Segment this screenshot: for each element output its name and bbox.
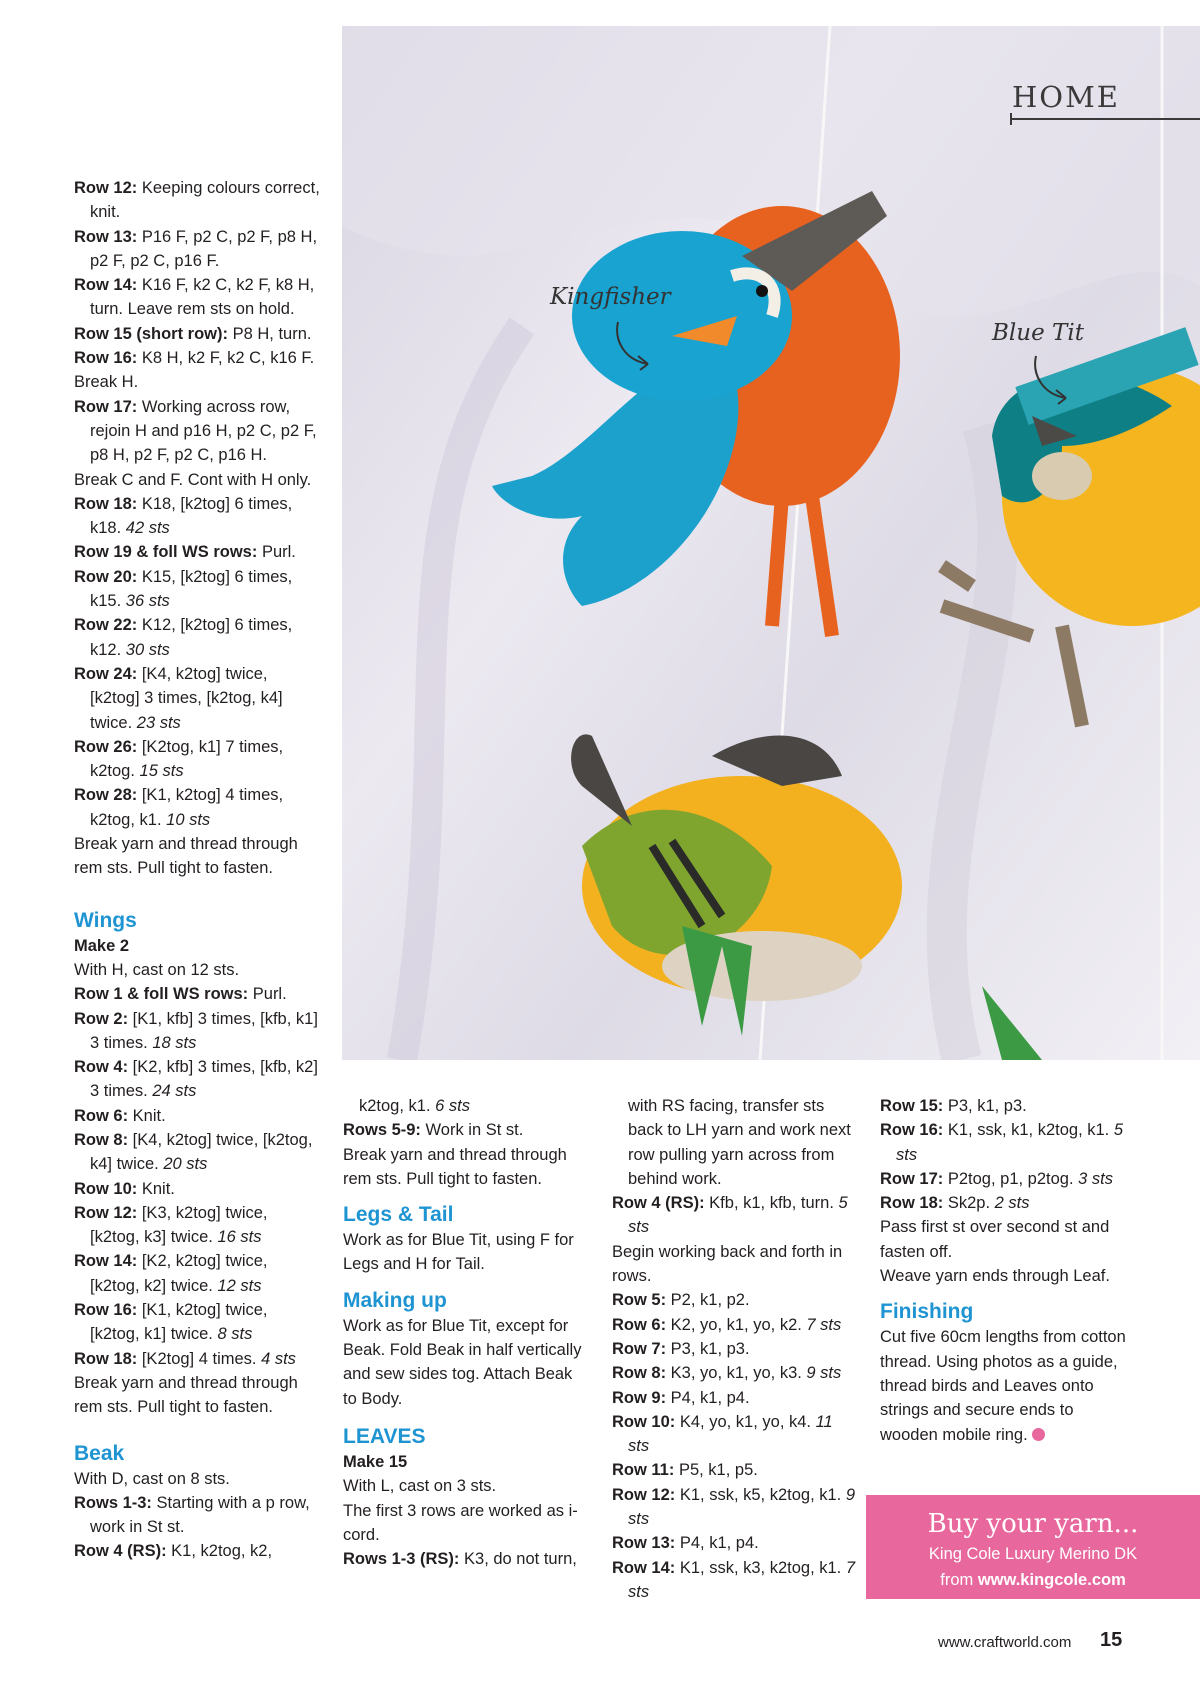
knitted-birds-photo	[342, 26, 1200, 1060]
making-up-heading: Making up	[343, 1288, 447, 1312]
leaves-row-18: Row 18: Sk2p. 2 sts	[880, 1194, 1030, 1213]
leaves-row-5: Row 5: P2, k1, p2.	[612, 1291, 750, 1310]
leaves-row-10: Row 10: K4, yo, k1, yo, k4. 11 sts	[612, 1412, 833, 1456]
column-4	[880, 1094, 1130, 1447]
row-24: Row 24: [K4, k2tog] twice, [k2tog] 3 times, [k2tog, k4] twice. 23 sts	[74, 664, 283, 732]
row-13: Row 13: P16 F, p2 C, p2 F, p8 H, p2 F, p2 C, p16 F.	[74, 227, 318, 270]
break-h: Break H.	[74, 373, 139, 392]
beak-break: Break yarn and thread through rem sts. Pull tight to fasten.	[343, 1145, 567, 1188]
row-19: Row 19 & foll WS rows: Purl.	[74, 543, 296, 562]
legs-heading: Legs & Tail	[343, 1203, 454, 1227]
making-up-text: Work as for Blue Tit, except for Beak. Fold Beak in half vertically and sew sides tog. Attach Beak to Body.	[343, 1316, 582, 1408]
section-rule	[1010, 118, 1200, 120]
kingcole-link[interactable]: www.kingcole.com	[977, 1571, 1126, 1589]
leaves-begin: Begin working back and forth in rows.	[612, 1242, 843, 1286]
beak-row-4-cont: k2tog, k1. 6 sts	[359, 1097, 470, 1115]
wings-row-4: Row 4: [K2, kfb] 3 times, [kfb, k2] 3 times. 24 sts	[74, 1058, 318, 1101]
beak-rows-5-9: Rows 5-9: Work in St st.	[343, 1121, 524, 1140]
wings-row-18: Row 18: [K2tog] 4 times. 4 sts	[74, 1349, 296, 1368]
kingfisher-label: Kingfisher	[550, 284, 671, 310]
row-22: Row 22: K12, [k2tog] 6 times, k12. 30 sts	[74, 616, 293, 659]
leaves-rows-1-3: Rows 1-3 (RS): K3, do not turn,	[343, 1550, 577, 1569]
wings-break: Break yarn and thread through rem sts. Pull tight to fasten.	[74, 1373, 298, 1417]
wings-row-8: Row 8: [K4, k2tog] twice, [k2tog, k4] twice. 20 sts	[74, 1130, 313, 1174]
beak-heading: Beak	[74, 1441, 125, 1465]
leaves-row-15: Row 15: P3, k1, p3.	[880, 1097, 1027, 1115]
leaves-pass: Pass first st over second st and fasten off.	[880, 1218, 1110, 1261]
kingfisher-arrow-icon	[614, 320, 654, 372]
leaves-make: Make 15	[343, 1452, 408, 1471]
leaves-icord: The first 3 rows are worked as i-cord.	[343, 1501, 578, 1544]
wings-row-12: Row 12: [K3, k2tog] twice, [k2tog, k3] twice. 16 sts	[74, 1203, 268, 1247]
blue-tit-arrow-icon	[1032, 354, 1072, 406]
column-2	[343, 1094, 588, 1571]
leaves-row-16: Row 16: K1, ssk, k1, k2tog, k1. 5 sts	[880, 1121, 1124, 1164]
footer-url[interactable]: www.craftworld.com	[938, 1634, 1072, 1651]
leaves-row-13: Row 13: P4, k1, p4.	[612, 1534, 759, 1553]
wings-row-2: Row 2: [K1, kfb] 3 times, [kfb, k1] 3 times. 18 sts	[74, 1009, 318, 1052]
birds-illustration	[342, 26, 1200, 1060]
break-c-f: Break C and F. Cont with H only.	[74, 470, 312, 489]
row-18: Row 18: K18, [k2tog] 6 times, k18. 42 sts	[74, 494, 293, 538]
row-17: Row 17: Working across row, rejoin H and p16 H, p2 C, p2 F, p8 H, p2 F, p2 C, p16 H.	[74, 397, 317, 465]
beak-rows-1-3: Rows 1-3: Starting with a p row, work in St st.	[74, 1493, 310, 1537]
buy-yarn-box	[866, 1495, 1200, 1599]
row-28: Row 28: [K1, k2tog] 4 times, k2tog, k1. 10 sts	[74, 786, 284, 829]
kingfisher-bird	[492, 191, 900, 636]
page-number: 15	[1100, 1629, 1123, 1651]
leaves-row-11: Row 11: P5, k1, p5.	[612, 1461, 758, 1480]
wings-row-14: Row 14: [K2, k2tog] twice, [k2tog, k2] twice. 12 sts	[74, 1252, 268, 1295]
row-26: Row 26: [K2tog, k1] 7 times, k2tog. 15 sts	[74, 737, 284, 781]
buy-yarn-product: King Cole Luxury Merino DK	[928, 1545, 1138, 1563]
row-15: Row 15 (short row): P8 H, turn.	[74, 324, 312, 343]
legs-text: Work as for Blue Tit, using F for Legs and H for Tail.	[343, 1231, 574, 1274]
row-16: Row 16: K8 H, k2 F, k2 C, k16 F.	[74, 349, 315, 368]
column-1	[74, 176, 320, 1564]
leaves-heading: LEAVES	[343, 1424, 426, 1448]
wings-row-10: Row 10: Knit.	[74, 1179, 175, 1198]
row-14: Row 14: K16 F, k2 C, k2 F, k8 H, turn. Leave rem sts on hold.	[74, 276, 315, 319]
leaves-row-12: Row 12: K1, ssk, k5, k2tog, k1. 9 sts	[612, 1485, 856, 1529]
wings-cast: With H, cast on 12 sts.	[74, 960, 240, 979]
row-12: Row 12: Keeping colours correct, knit.	[74, 179, 320, 222]
section-label: HOME	[1012, 80, 1120, 114]
buy-yarn-source: from www.kingcole.com	[940, 1571, 1126, 1589]
beak-row-4: Row 4 (RS): K1, k2tog, k2,	[74, 1542, 273, 1561]
leaves-rows-1-3-cont: with RS facing, transfer sts back to LH yarn and work next row pulling yarn across from behind work.	[628, 1097, 851, 1188]
leaves-row-9: Row 9: P4, k1, p4.	[612, 1388, 750, 1407]
leaves-weave: Weave yarn ends through Leaf.	[880, 1267, 1110, 1286]
finishing-text: Cut five 60cm lengths from cotton thread. Using photos as a guide, thread birds and Leaves onto strings and secure ends to wooden mobile ring.	[880, 1328, 1126, 1444]
leaves-row-8: Row 8: K3, yo, k1, yo, k3. 9 sts	[612, 1364, 842, 1383]
leaves-row-4: Row 4 (RS): Kfb, k1, kfb, turn. 5 sts	[612, 1194, 848, 1237]
blue-tit-label: Blue Tit	[992, 320, 1084, 346]
wings-row-1: Row 1 & foll WS rows: Purl.	[74, 985, 287, 1004]
column-3	[612, 1094, 857, 1604]
leaves-row-14: Row 14: K1, ssk, k3, k2tog, k1. 7 sts	[612, 1558, 856, 1601]
wings-row-6: Row 6: Knit.	[74, 1106, 166, 1125]
beak-cast: With D, cast on 8 sts.	[74, 1469, 230, 1488]
leaves-row-17: Row 17: P2tog, p1, p2tog. 3 sts	[880, 1169, 1113, 1188]
leaves-row-6: Row 6: K2, yo, k1, yo, k2. 7 sts	[612, 1315, 842, 1334]
wings-row-16: Row 16: [K1, k2tog] twice, [k2tog, k1] twice. 8 sts	[74, 1301, 268, 1344]
yarn-ball-icon	[1032, 1428, 1045, 1441]
finishing-heading: Finishing	[880, 1300, 974, 1324]
break-yarn: Break yarn and thread through rem sts. Pull tight to fasten.	[74, 835, 298, 878]
wings-heading: Wings	[74, 908, 137, 932]
buy-yarn-title: Buy your yarn...	[927, 1509, 1139, 1539]
leaves-row-7: Row 7: P3, k1, p3.	[612, 1339, 750, 1358]
row-20: Row 20: K15, [k2tog] 6 times, k15. 36 sts	[74, 567, 293, 611]
leaves-cast: With L, cast on 3 sts.	[343, 1477, 497, 1496]
wings-make: Make 2	[74, 936, 130, 955]
